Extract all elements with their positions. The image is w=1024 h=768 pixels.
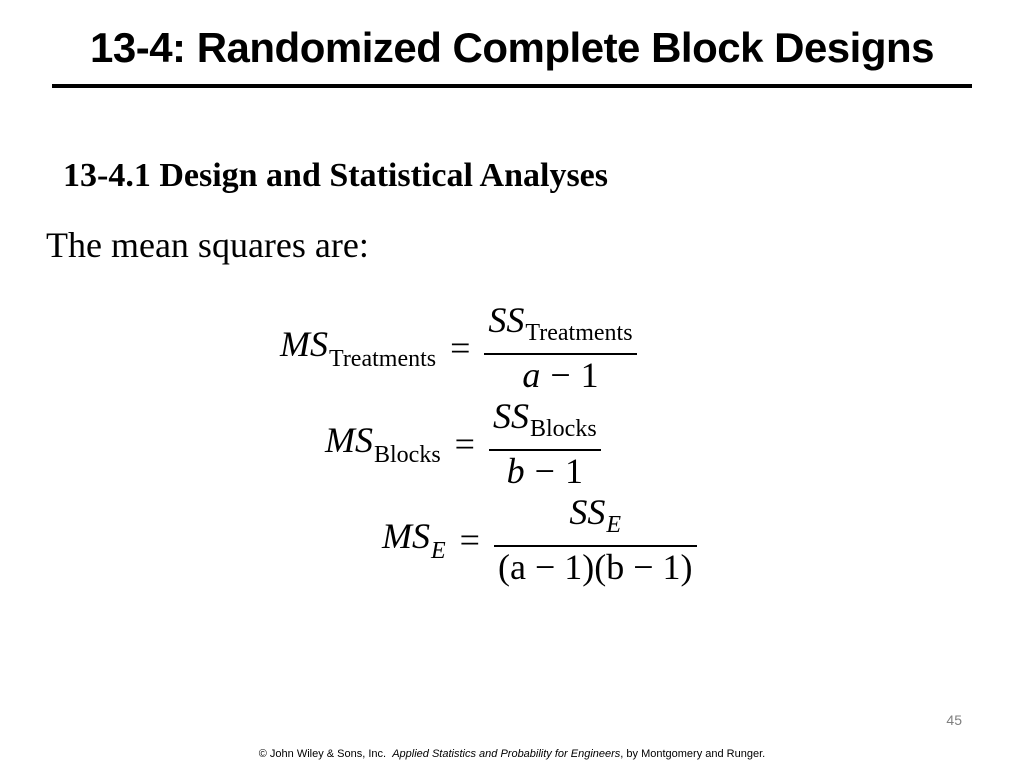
fraction: [484, 300, 636, 395]
lhs-symbol: MS: [325, 419, 373, 460]
lhs-subscript: Treatments: [329, 345, 437, 372]
lhs-symbol: MS: [280, 323, 328, 364]
equals-sign: =: [450, 327, 471, 368]
slide-title: 13-4: Randomized Complete Block Designs: [89, 24, 935, 71]
denominator: [503, 451, 587, 491]
num-subscript: E: [606, 512, 622, 538]
section-heading: 13-4.1 Design and Statistical Analyses: [63, 157, 608, 194]
numerator: [489, 396, 601, 449]
equation-ms-e: [382, 492, 697, 587]
lhs-ms-e: [382, 515, 446, 565]
lhs-subscript: Blocks: [374, 441, 441, 468]
equals-sign: =: [454, 423, 475, 464]
num-symbol: SS: [569, 492, 606, 532]
num-subscript: Blocks: [529, 416, 597, 442]
footer-citation: [0, 748, 1024, 760]
page-number: 45: [946, 712, 962, 728]
num-symbol: SS: [492, 396, 529, 436]
numerator: [484, 300, 636, 353]
equation-ms-treatments: [280, 300, 637, 395]
numerator: [565, 492, 625, 545]
intro-text: The mean squares are:: [46, 225, 369, 265]
den-constant: 1: [564, 451, 583, 491]
fraction: [489, 396, 601, 491]
num-subscript: Treatments: [525, 320, 633, 346]
footer-book-title: Applied Statistics and Probability for Engineers: [392, 748, 621, 760]
den-operator: −: [550, 355, 571, 395]
den-operator: −: [534, 451, 555, 491]
denominator: [518, 355, 602, 395]
lhs-subscript: E: [431, 537, 446, 564]
den-variable: a: [522, 355, 541, 395]
lhs-ms-blocks: [325, 419, 441, 469]
equation-ms-blocks: [325, 396, 601, 491]
footer-copyright: © John Wiley & Sons, Inc.: [258, 748, 387, 760]
den-variable: b: [506, 451, 525, 491]
lhs-ms-treatments: [280, 323, 436, 373]
footer-authors: , by Montgomery and Runger.: [620, 748, 766, 760]
equals-sign: =: [459, 519, 480, 560]
fraction: [494, 492, 697, 587]
num-symbol: SS: [488, 300, 525, 340]
den-constant: 1: [580, 355, 599, 395]
lhs-symbol: MS: [382, 515, 430, 556]
denominator: (a − 1)(b − 1): [497, 547, 693, 587]
